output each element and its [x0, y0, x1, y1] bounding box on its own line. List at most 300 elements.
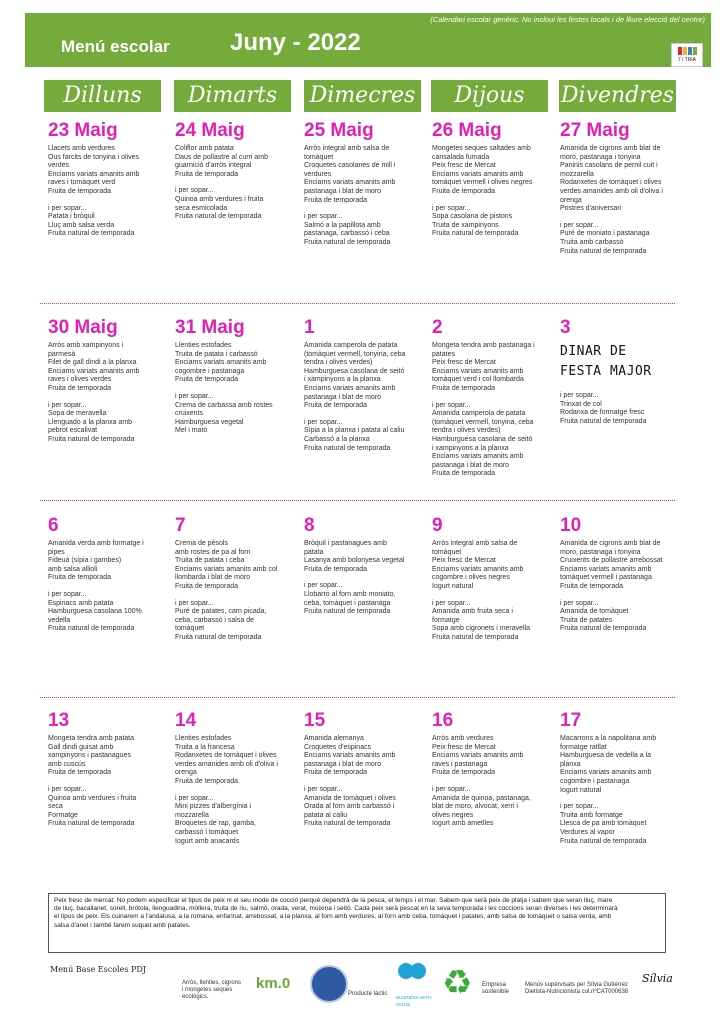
- menu-line: Fruita de temporada: [432, 187, 496, 195]
- day-number: 3: [560, 317, 571, 338]
- day-cell: [304, 710, 429, 829]
- menu-line: Iogurt amb ametlles: [432, 820, 494, 828]
- dinner-label: i per sopar...: [560, 803, 599, 811]
- day-number: 9: [432, 515, 443, 536]
- menu-line: Fruita de temporada: [304, 402, 368, 410]
- menu-line: cansalada fumada: [432, 153, 490, 161]
- dinner-label: i per sopar...: [48, 785, 87, 793]
- menu-line: carbassó i tomàquet: [175, 828, 239, 836]
- meal-gap: [304, 778, 429, 786]
- menu-line: Arròs amb verdures: [432, 735, 494, 742]
- menu-line: seca esmicolada: [175, 204, 228, 212]
- menu-line: raves i pastanaga: [432, 760, 488, 768]
- menu-line: Amanida de cigrons amb blat de: [560, 145, 661, 152]
- menu-line: Peix fresc de Mercat: [432, 162, 496, 170]
- menu-line: tendra i olives verdes): [432, 427, 501, 435]
- eco-note-line: Arròs, llenties, cigrons: [182, 980, 242, 986]
- day-number: 31 Maig: [175, 317, 245, 338]
- menu-line: Llenties estofades: [175, 342, 232, 349]
- menu-line: llombarda i blat de moro: [175, 574, 251, 582]
- menu-line: tomàquet vermell i olives negres: [432, 179, 533, 187]
- menu-line: Llacets amb verdures: [48, 145, 115, 152]
- menu-line: Truita de xampinyons: [432, 221, 499, 229]
- menu-line: vedella: [48, 616, 71, 624]
- dinner-label: i per sopar...: [175, 187, 214, 195]
- menu-line: Fruita natural de temporada: [48, 625, 135, 633]
- menu-line: Fruita de temporada: [48, 187, 112, 195]
- dinner-label: i per sopar...: [432, 401, 471, 409]
- menu-line: Enciams variats amanits amb: [560, 769, 652, 777]
- menu-line: Iogurt natural: [432, 582, 474, 590]
- menu-line: Amanida alemanya: [304, 735, 364, 742]
- day-number: 2: [432, 317, 443, 338]
- menu-line: Peix fresc de Mercat: [432, 359, 496, 367]
- day-cell: [175, 317, 300, 436]
- menu-line: Fruita de temporada: [175, 777, 239, 785]
- menu-line: Croquetes casolanes de mill i: [304, 162, 396, 170]
- menu-line: Fruita natural de temporada: [560, 417, 647, 425]
- menu-line: Sípia a la planxa i patata al caliu: [304, 427, 405, 435]
- menu-line: Quinoa amb verdures i fruita: [48, 794, 137, 802]
- menu-line: Enciams variats amanits amb: [432, 170, 524, 178]
- km0-logo: km.0: [256, 975, 291, 992]
- menu-line: verdes amanides amb oli d'oliva i: [175, 760, 278, 768]
- menu-line: Puré de moniato i pastanaga: [560, 230, 650, 238]
- menu-line: Fruita de temporada: [48, 574, 112, 582]
- menu-line: Mongetes seques saltades amb: [432, 145, 531, 152]
- menu-line: Puré de patates, carn picada,: [175, 608, 267, 616]
- day-number: 27 Maig: [560, 120, 630, 141]
- menu-line: Enciams variats amanits amb: [304, 384, 396, 392]
- menu-line: Mongeta tendra amb patata: [48, 735, 135, 742]
- dinner-label: i per sopar...: [560, 392, 599, 399]
- fish-note-line: el tipus de peix. Els cuinarem a l'andalusa, a la romana, enfarinat, arrebossat, a la planxa, al forn amb verdures, al forn amb ceba, tomàquet i patates, amb salsa de tomàquet o salsa verda, amb: [54, 913, 612, 921]
- menu-line: Orada al forn amb carbassó i: [304, 803, 395, 811]
- menu-line: i xampinyons a la planxa: [432, 444, 509, 452]
- menu-line: orenga: [560, 196, 582, 204]
- menu-line: pastanaga, carbassó i ceba: [304, 230, 390, 238]
- menu-line: Fruita de temporada: [304, 769, 368, 777]
- meal-gap: [432, 394, 557, 402]
- menu-line: Enciams variats amanits amb: [304, 752, 396, 760]
- menu-line: Patata i bròquil: [48, 213, 95, 221]
- menu-line: Fruita natural de temporada: [560, 625, 647, 633]
- menu-line: blat de moro, alvocat, xerri i: [432, 803, 518, 811]
- day-number: 14: [175, 710, 197, 731]
- day-cell: [304, 515, 429, 617]
- menu-line: Amanida verda amb formatge i: [48, 540, 144, 547]
- row-separator: [40, 500, 675, 501]
- menu-line: Enciams variats amanits amb: [48, 367, 140, 375]
- day-number: 23 Maig: [48, 120, 118, 141]
- menu-line: Fruita natural de temporada: [304, 820, 391, 828]
- menu-line: verdes amanides amb oli d'oliva i: [560, 187, 663, 195]
- menu-line: Trinxat de col: [560, 400, 602, 408]
- menu-line: Fruita natural de temporada: [304, 608, 391, 616]
- dinner-label: i per sopar...: [175, 392, 214, 400]
- menu-line: ceba, tomàquet i pastanaga: [304, 599, 391, 607]
- menu-line: tendra i olives verdes): [304, 359, 373, 367]
- menu-line: Paninis casolans de pernil cuit i: [560, 162, 658, 170]
- menu-line: Fruita natural de temporada: [560, 247, 647, 255]
- menu-line: verdes: [48, 162, 70, 170]
- menu-line: (tomàquet vermell, tonyina, ceba: [304, 350, 406, 358]
- menu-line: Salmó a la papillota amb: [304, 221, 381, 229]
- menu-line: Fruita de temporada: [175, 170, 239, 178]
- tria-logo-text: 7 i TRIA: [678, 57, 696, 63]
- menu-line: Fruita natural de temporada: [304, 444, 391, 452]
- meal-gap: [175, 385, 300, 393]
- dinner-label: i per sopar...: [432, 204, 471, 212]
- menu-line: Fruita natural de temporada: [175, 213, 262, 221]
- menu-line: Formatge: [48, 811, 78, 819]
- menu-line: Enciams variats amanits amb: [432, 752, 524, 760]
- meal-gap: [432, 592, 557, 600]
- menu-line: amb salsa allioli: [48, 565, 98, 573]
- dinner-label: i per sopar...: [432, 785, 471, 793]
- supervision-line: Dietista-Nutricionista col.nºCAT000638: [525, 989, 629, 995]
- menu-line: i xampinyons a la planxa: [304, 376, 381, 384]
- dinner-label: i per sopar...: [48, 590, 87, 598]
- menu-line: Ous farcits de tonyina i olives: [48, 153, 140, 161]
- menu-title: Menú escolar: [61, 37, 170, 56]
- meal-gap: [304, 411, 429, 419]
- day-cell: [432, 515, 557, 643]
- dinner-label: i per sopar...: [175, 599, 214, 607]
- menu-line: pastanaga i blat de moro: [304, 760, 382, 768]
- menu-line: Fruita de temporada: [304, 565, 368, 573]
- menu-line: raves i olives verdes: [48, 376, 112, 384]
- menu-line: Fruita de temporada: [48, 769, 112, 777]
- menu-line: moro, pastanaga i tonyina: [560, 548, 641, 556]
- menu-line: Truita de patata i ceba: [175, 557, 245, 565]
- menu-line: Truita de patata i carbassó: [175, 350, 258, 358]
- business-value-logo-icon: [398, 963, 428, 993]
- meal-gap: [560, 214, 685, 222]
- menu-line: seca: [48, 803, 63, 811]
- day-number: 25 Maig: [304, 120, 374, 141]
- menu-line: Llenguado a la planxa amb: [48, 418, 133, 426]
- dinner-label: i per sopar...: [48, 204, 87, 212]
- menu-line: Fruita de temporada: [304, 196, 368, 204]
- menu-line: patata: [304, 548, 324, 556]
- meal-gap: [175, 179, 300, 187]
- menu-line: Arròs integral amb salsa de: [432, 540, 518, 547]
- menu-line: verdures: [304, 170, 332, 178]
- day-number: 26 Maig: [432, 120, 502, 141]
- eco-note: [182, 980, 241, 1001]
- menu-line: Fruita de temporada: [175, 582, 239, 590]
- day-cell: [304, 120, 429, 248]
- sustainable-label-line: sostenible: [482, 989, 510, 995]
- menu-line: Rodanxetes de tomàquet i olives: [175, 752, 277, 760]
- month-title: Juny - 2022: [230, 29, 361, 56]
- day-number: 15: [304, 710, 326, 731]
- eco-note-line: ecològics.: [182, 994, 209, 1000]
- menu-line: Iogurt natural: [560, 786, 602, 794]
- menu-line: Fruita de temporada: [432, 470, 496, 478]
- menu-line: raves i tomàquet verd: [48, 179, 116, 187]
- day-cell: [432, 317, 557, 479]
- menu-line: Rodanxa de formatge fresc: [560, 409, 645, 417]
- menu-line: Enciams variats amanits amb: [432, 367, 524, 375]
- menu-line: Fruita natural de temporada: [48, 230, 135, 238]
- meal-gap: [175, 592, 300, 600]
- menu-line: Llesca de pa amb tomàquet: [560, 820, 647, 828]
- menu-line: Fruita de temporada: [48, 384, 112, 392]
- menu-line: Hamburguesa vegetal: [175, 418, 244, 426]
- menu-line: Fruita natural de temporada: [432, 230, 519, 238]
- day-cell: [48, 515, 173, 634]
- menu-line: Broquetes de rap, gamba,: [175, 820, 256, 828]
- menu-line: Carbassó a la planxa: [304, 435, 370, 443]
- menu-line: planxa: [560, 760, 581, 768]
- day-number: 24 Maig: [175, 120, 245, 141]
- menu-line: Mel i mató: [175, 427, 208, 435]
- day-header-friday: Divendres: [559, 80, 676, 112]
- menu-line: Amanida amb fruita seca i: [432, 608, 513, 616]
- menu-line: (tomàquet vermell, tonyina, ceba: [432, 418, 534, 426]
- day-cell: [175, 710, 300, 846]
- menu-line: Fruita de temporada: [560, 582, 624, 590]
- menu-line: Arròs amb xampinyons i: [48, 342, 124, 349]
- meal-gap: [432, 778, 557, 786]
- menu-line: Truita amb formatge: [560, 811, 623, 819]
- menu-line: Llobarro al forn amb moniato,: [304, 590, 396, 598]
- recycle-icon: ♻: [442, 964, 473, 1002]
- fish-note-line: de lluç, bacallanet, sorell, bròtola, llenguadina, mòllera, truita de riu, salmó, orada, verat, moixina i seitó. Cada peix serà pescat en la seva temporada i les coccions seran diverses i les determinarà: [54, 905, 618, 913]
- menu-line: Peix fresc de Mercat: [432, 743, 496, 751]
- dinner-label: i per sopar...: [304, 418, 343, 426]
- day-cell: [175, 120, 300, 222]
- dairy-label: Producte làctic: [348, 991, 388, 997]
- business-value-label: BUSINESS WITH VALUE: [396, 995, 432, 1007]
- menu-line: cruixents: [175, 410, 204, 418]
- tria-logo-icon: [672, 47, 702, 55]
- meal-gap: [48, 778, 173, 786]
- menu-line: Espinacs amb patata: [48, 599, 114, 607]
- header-banner: [25, 13, 711, 67]
- menu-line: Iogurt amb anacards: [175, 837, 240, 845]
- sustainable-label-line: Empresa: [482, 982, 507, 988]
- menu-line: mozzarella: [560, 170, 594, 178]
- day-cell: [560, 120, 685, 256]
- menu-line: Rodanxetes de tomàquet i olives: [560, 179, 662, 187]
- menu-line: olives negres: [432, 811, 474, 819]
- day-number: 8: [304, 515, 315, 536]
- supervision-line: Menús supervisats per Sílvia Gutiérrez: [525, 982, 629, 988]
- day-cell: [48, 710, 173, 829]
- calendar-note: (Calendari escolar genèric. No incloui les festes locals i de lliure elecció del centre): [430, 15, 705, 24]
- sustainable-label: [482, 982, 509, 996]
- menu-line: patates: [432, 350, 455, 358]
- eco-note-line: i mongetes seques: [182, 987, 233, 993]
- dinner-label: i per sopar...: [304, 213, 343, 221]
- menu-line: Sopa casolana de pistons: [432, 213, 513, 221]
- menu-line: Fruita natural de temporada: [175, 633, 262, 641]
- festa-major-label: FESTA MAJOR: [560, 364, 652, 379]
- day-number: 17: [560, 710, 582, 731]
- day-cell: [48, 120, 173, 239]
- row-separator: [40, 697, 675, 698]
- menu-line: Lasanya amb bolonyesa vegetal: [304, 557, 405, 565]
- menu-line: Bròquil i pastanagues amb: [304, 540, 387, 547]
- menu-line: Macarrons a la napolitana amb: [560, 735, 657, 742]
- menu-line: Filet de gall dindi a la planxa: [48, 359, 137, 367]
- menu-line: Fruita natural de temporada: [48, 820, 135, 828]
- day-header-monday: Dilluns: [44, 80, 161, 112]
- dinner-label: i per sopar...: [304, 582, 343, 590]
- menu-line: pastanaga i blat de moro: [304, 393, 382, 401]
- menu-line: ceba, carbassó i salsa de: [175, 616, 254, 624]
- dinner-label: i per sopar...: [304, 785, 343, 793]
- menu-line: parmesà: [48, 350, 76, 358]
- menu-line: formatge: [432, 616, 460, 624]
- menu-line: Verdures al vapor: [560, 828, 615, 836]
- day-header-tuesday: Dimarts: [174, 80, 291, 112]
- menu-line: pipes: [48, 548, 65, 556]
- menu-line: Enciams variats amanits amb: [175, 359, 267, 367]
- day-cell: [560, 710, 685, 846]
- menu-line: Coliflor amb patata: [175, 145, 234, 152]
- day-number: 6: [48, 515, 59, 536]
- day-cell: [432, 120, 557, 239]
- meal-gap: [48, 583, 173, 591]
- dairy-logo-icon: [310, 965, 348, 1003]
- menu-line: Sopa amb cigronets i meravella: [432, 625, 531, 633]
- menu-line: Enciams variats amanits amb: [560, 565, 652, 573]
- festa-major-label: DINAR DE: [560, 344, 627, 359]
- day-number: 1: [304, 317, 315, 338]
- menu-line: Crema de pèsols: [175, 540, 228, 547]
- menu-line: pebrot escalivat: [48, 427, 98, 435]
- menu-line: Peix fresc de Mercat: [432, 557, 496, 565]
- menu-line: Amanida camperola de patata: [432, 410, 526, 418]
- menu-line: patata al caliu: [304, 811, 348, 819]
- menu-line: guarnició d'arròs integral: [175, 162, 252, 170]
- meal-gap: [432, 197, 557, 205]
- menu-line: Amanida de tomàquet i olives: [304, 794, 396, 802]
- day-header-wednesday: Dimecres: [304, 80, 421, 112]
- menu-line: Enciams variats amanits amb: [48, 170, 140, 178]
- menu-line: tomàquet verd i col llombarda: [432, 376, 524, 384]
- base-menu-label: Menú Base Escoles PDJ: [50, 965, 146, 974]
- menu-line: amb rostes de pa al forn: [175, 548, 251, 556]
- meal-gap: [304, 205, 429, 213]
- day-cell: [560, 515, 685, 634]
- row-separator: [40, 303, 675, 304]
- menu-line: Postres d'aniversari: [560, 205, 622, 213]
- menu-line: moro, pastanaga i tonyina: [560, 153, 641, 161]
- day-number: 16: [432, 710, 454, 731]
- menu-line: Fruita de temporada: [432, 769, 496, 777]
- menu-line: Fideuà (sípia i gambes): [48, 557, 122, 565]
- fish-note-line: salsa d'anet i també farem suquet amb patates.: [54, 921, 191, 929]
- fish-note-box: [48, 893, 666, 953]
- menu-line: tomàquet vermell i pastanaga: [560, 574, 652, 582]
- menu-line: Fruita natural de temporada: [304, 238, 391, 246]
- day-number: 30 Maig: [48, 317, 118, 338]
- menu-line: Enciams variats amanits amb: [304, 179, 396, 187]
- dinner-label: i per sopar...: [432, 599, 471, 607]
- menu-line: Truita a la francesa: [175, 743, 235, 751]
- signature: Sílvia: [642, 972, 673, 985]
- menu-line: formatge ratllat: [560, 743, 607, 751]
- meal-gap: [304, 574, 429, 582]
- menu-line: Hamburguesa casolana de seitó: [432, 435, 533, 443]
- menu-line: Fruita natural de temporada: [560, 837, 647, 845]
- menu-line: Fruita natural de temporada: [432, 633, 519, 641]
- meal-gap: [560, 592, 685, 600]
- menu-line: Fruita de temporada: [432, 384, 496, 392]
- menu-line: Hamburguesa casolana 100%: [48, 608, 142, 616]
- day-number: 10: [560, 515, 582, 536]
- menu-line: Amanida de tomàquet: [560, 608, 629, 616]
- menu-line: mozzarella: [175, 811, 209, 819]
- menu-line: Enciams variats amanits amb: [432, 453, 524, 461]
- day-number: 13: [48, 710, 70, 731]
- supervision-note: [525, 982, 628, 996]
- day-cell: [560, 317, 685, 426]
- menu-line: Daus de pollastre al curri amb: [175, 153, 268, 161]
- day-cell: [432, 710, 557, 829]
- meal-gap: [48, 197, 173, 205]
- menu-line: Fruita de temporada: [175, 376, 239, 384]
- menu-line: tomàquet: [432, 548, 462, 556]
- dinner-label: i per sopar...: [560, 599, 599, 607]
- tria-logo: [671, 43, 703, 67]
- menu-line: Lluç amb salsa verda: [48, 221, 115, 229]
- day-cell: [175, 515, 300, 643]
- menu-line: cogombre i pastanaga: [560, 777, 630, 785]
- menu-line: Llenties estofades: [175, 735, 232, 742]
- menu-line: Hamburguesa de vedella a la: [560, 752, 652, 760]
- menu-line: Amanida de cigrons amb blat de: [560, 540, 661, 547]
- fish-note-line: Peix fresc de mercat: No podem especificar el tipus de peix ni el seu mode de cocció perquè dependrà de la pesca, el temps i el mar. Sabem que serà peix de platja i sabem que seran lluç, mare: [54, 897, 613, 904]
- dinner-label: i per sopar...: [48, 401, 87, 409]
- menu-line: Arròs integral amb salsa de: [304, 145, 390, 152]
- menu-line: cogombre i olives negres: [432, 574, 510, 582]
- dinner-label: i per sopar...: [175, 794, 214, 802]
- menu-line: amb cuscús: [48, 760, 86, 768]
- day-number: 7: [175, 515, 186, 536]
- menu-line: Mini pizzes d'albergínia i: [175, 803, 252, 811]
- day-header-thursday: Dijous: [431, 80, 548, 112]
- menu-line: Truita amb carbassó: [560, 238, 624, 246]
- menu-line: Crema de carbassa amb rostes: [175, 401, 273, 409]
- menu-line: Cruixents de pollastre arrebossat: [560, 557, 663, 565]
- meal-gap: [48, 394, 173, 402]
- menu-line: Mongeta tendra amb pastanaga i: [432, 342, 535, 349]
- day-cell: [48, 317, 173, 445]
- meal-gap: [560, 795, 685, 803]
- menu-line: Gall dindi guisat amb: [48, 743, 114, 751]
- menu-line: Amanida camperola de patata: [304, 342, 398, 349]
- day-cell: [304, 317, 429, 453]
- menu-line: Enciams variats amanits amb: [432, 565, 524, 573]
- menu-line: Truita de patates: [560, 616, 613, 624]
- menu-line: Sopa de meravella: [48, 410, 107, 418]
- menu-line: Hamburguesa casolana de seitó: [304, 367, 405, 375]
- menu-line: Croquetes d'espinacs: [304, 743, 372, 751]
- menu-line: Quinoa amb verdures i fruita: [175, 195, 264, 203]
- menu-line: tomàquet: [304, 153, 334, 161]
- menu-line: xampinyons i pastanagues: [48, 752, 131, 760]
- menu-line: Amanida de quinoa, pastanaga,: [432, 794, 531, 802]
- menu-line: Fruita natural de temporada: [48, 435, 135, 443]
- menu-line: cogombre i pastanaga: [175, 367, 245, 375]
- meal-gap: [175, 787, 300, 795]
